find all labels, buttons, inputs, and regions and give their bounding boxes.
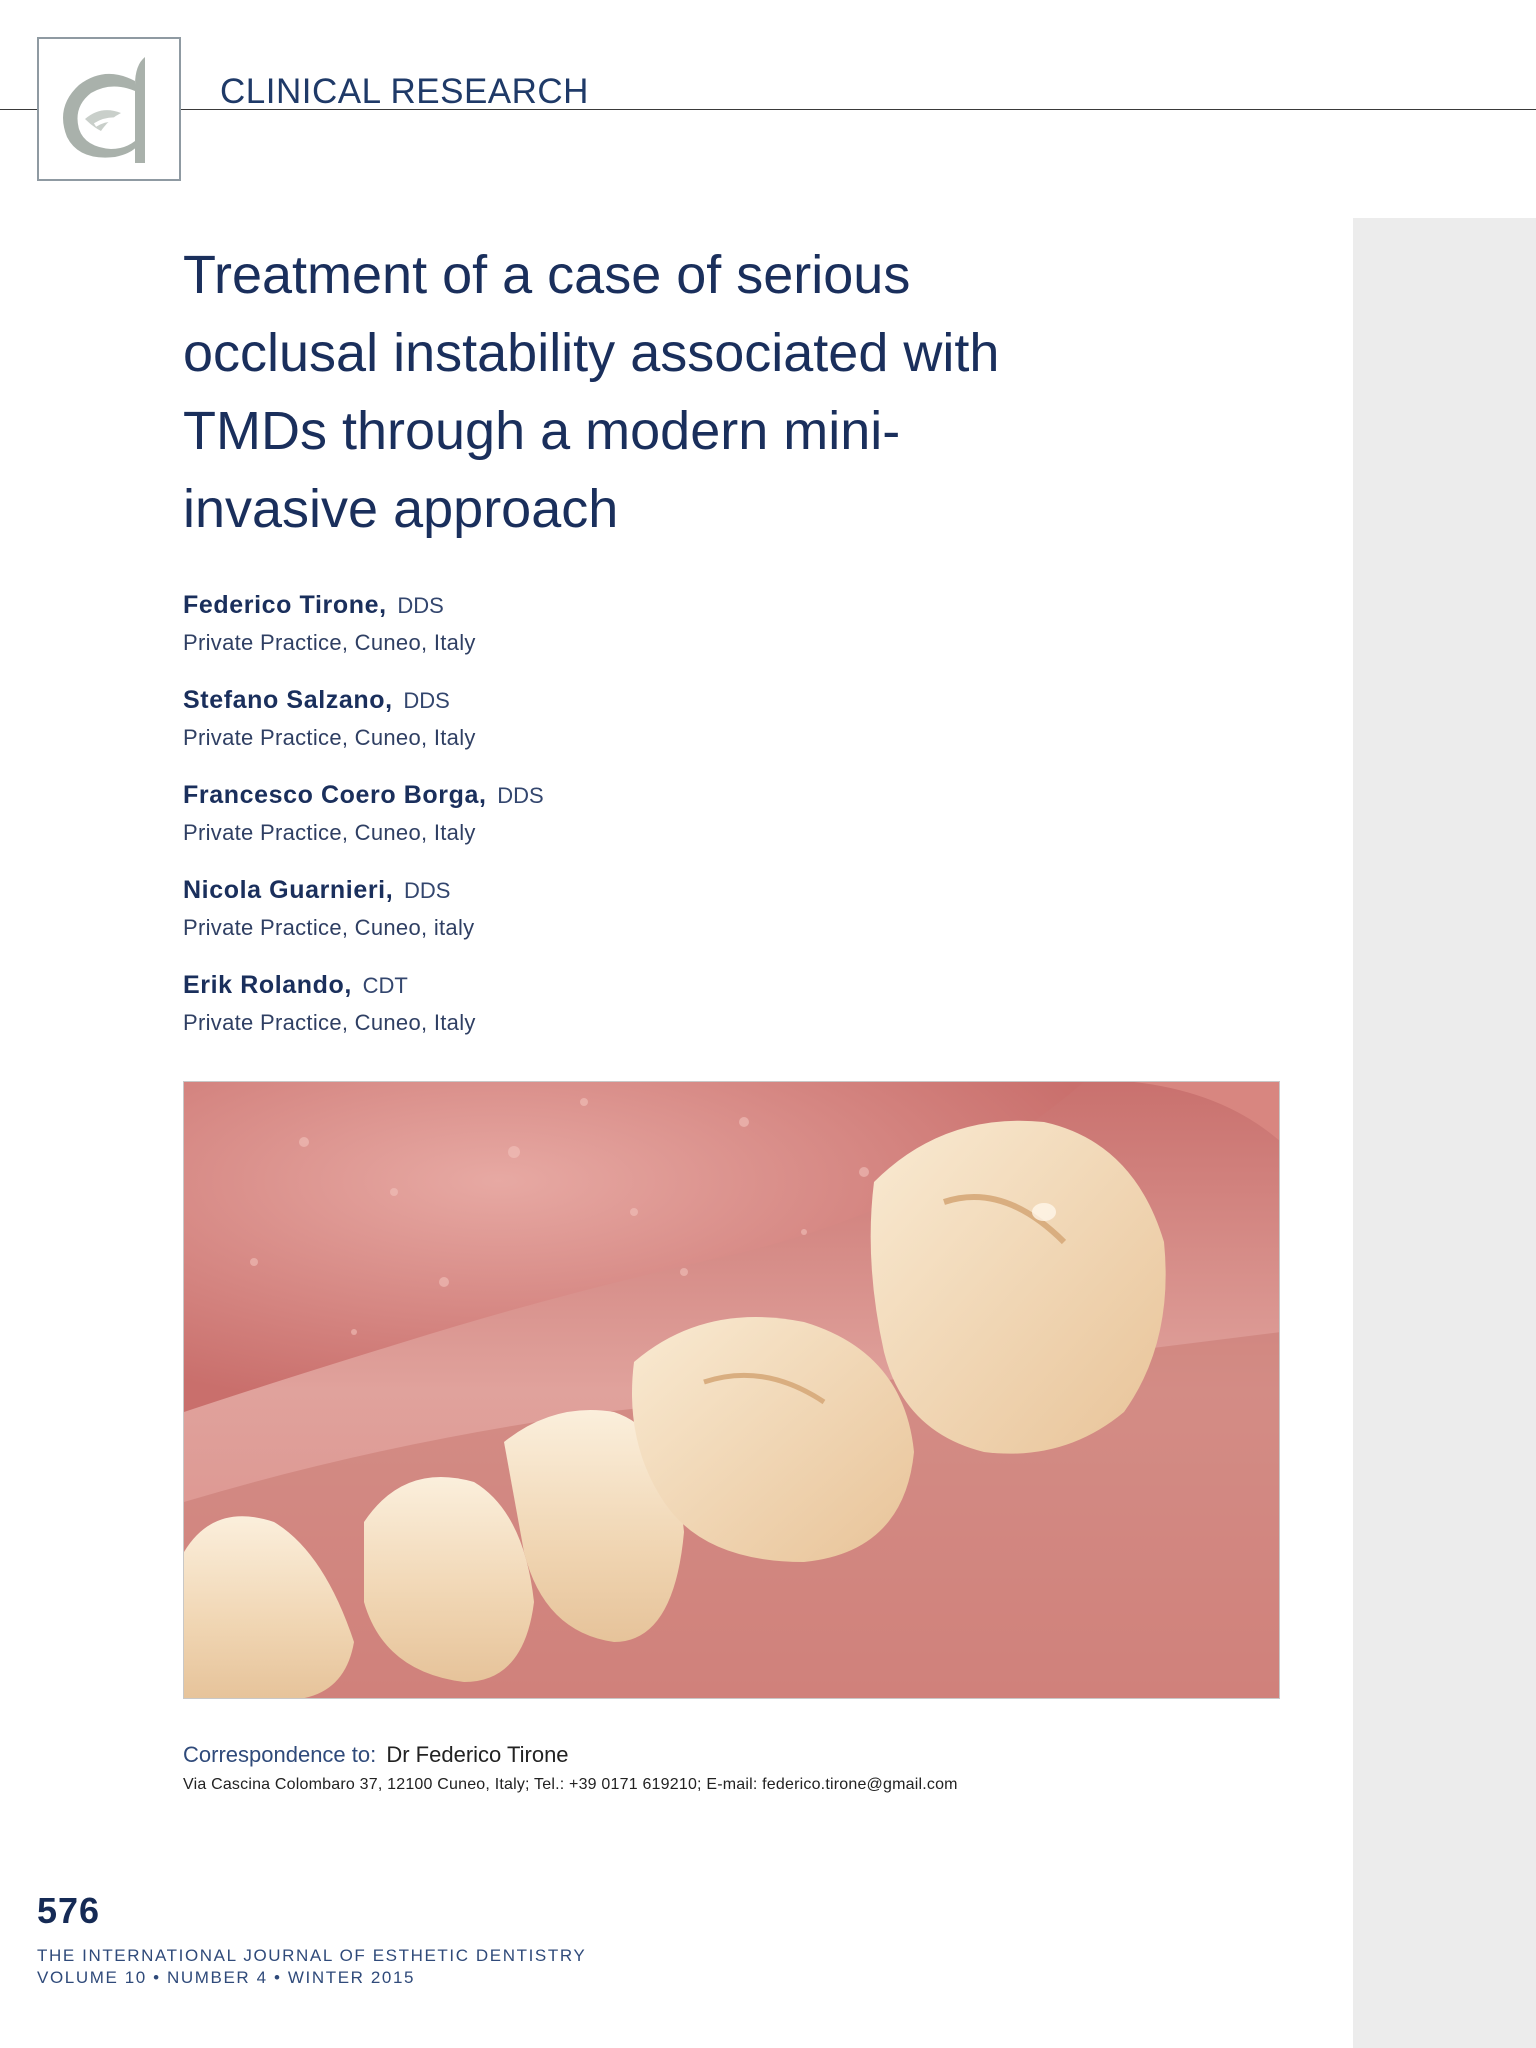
title-line: occlusal instability associated with	[183, 323, 1000, 383]
author-name: Erik Rolando,	[183, 971, 352, 999]
correspondence-name: Dr Federico Tirone	[386, 1742, 569, 1767]
section-label: CLINICAL RESEARCH	[220, 72, 589, 111]
author-affiliation: Private Practice, Cuneo, Italy	[183, 1010, 476, 1035]
author-name: Federico Tirone,	[183, 591, 387, 619]
author-entry	[183, 776, 1183, 871]
author-affiliation: Private Practice, Cuneo, Italy	[183, 630, 476, 655]
teeth-photo-illustration	[184, 1082, 1280, 1699]
author-degree: DDS	[397, 593, 444, 618]
correspondence-address: Via Cascina Colombaro 37, 12100 Cuneo, Italy; Tel.: +39 0171 619210; E-mail: federico.tirone@gmail.com	[183, 1776, 958, 1793]
author-entry	[183, 586, 1183, 681]
author-affiliation: Private Practice, Cuneo, Italy	[183, 820, 476, 845]
correspondence	[183, 1742, 569, 1768]
author-name: Francesco Coero Borga,	[183, 781, 487, 809]
correspondence-label: Correspondence to:	[183, 1742, 377, 1767]
author-degree: DDS	[403, 688, 450, 713]
author-affiliation: Private Practice, Cuneo, italy	[183, 915, 475, 940]
author-name: Stefano Salzano,	[183, 686, 393, 714]
author-degree: CDT	[362, 973, 408, 998]
author-entry	[183, 681, 1183, 776]
title-line: invasive approach	[183, 479, 619, 539]
page-number: 576	[37, 1890, 101, 1931]
clinical-photo	[183, 1081, 1280, 1699]
author-degree: DDS	[403, 878, 451, 903]
title-line: TMDs through a modern mini-	[183, 401, 901, 461]
author-entry	[183, 871, 1183, 966]
article-title	[183, 236, 1303, 548]
author-entry	[183, 966, 1183, 1061]
journal-logo	[37, 37, 181, 181]
side-band	[1353, 218, 1536, 2048]
author-degree: DDS	[497, 783, 544, 808]
author-list	[183, 586, 1183, 1061]
issue-info: VOLUME 10 • NUMBER 4 • WINTER 2015	[37, 1968, 416, 1987]
title-line: Treatment of a case of serious	[183, 245, 911, 305]
journal-name: THE INTERNATIONAL JOURNAL OF ESTHETIC DENTISTRY	[37, 1946, 587, 1965]
journal-logo-icon	[45, 45, 175, 175]
author-affiliation: Private Practice, Cuneo, Italy	[183, 725, 476, 750]
author-name: Nicola Guarnieri,	[183, 876, 394, 904]
